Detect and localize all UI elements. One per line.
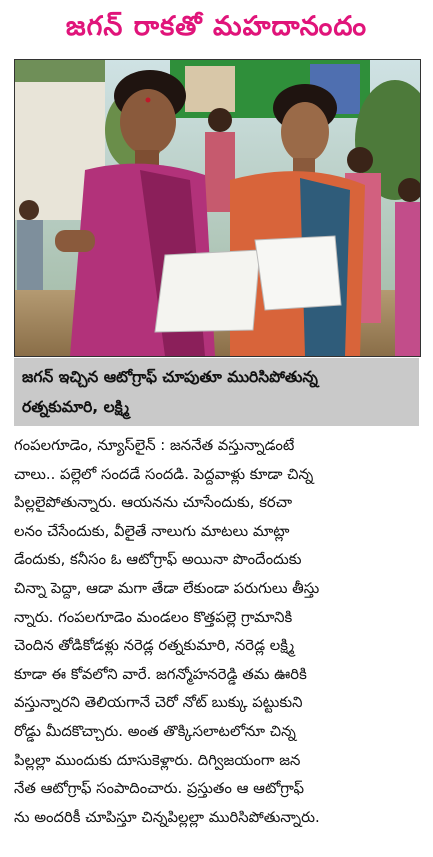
background-banner <box>170 60 370 118</box>
photo-caption <box>14 358 419 426</box>
article-line: చెందిన తోడికోడళ్లు నరెడ్ల రత్నకుమారి, నరెడ్ల లక్ష్మి <box>14 637 295 655</box>
caption-line-1: జగన్ ఇచ్చిన ఆటోగ్రాఫ్ చూపుతూ మురిసిపోతున్న <box>22 368 318 386</box>
news-photo <box>14 59 421 357</box>
article-line: చిన్నా పెద్దా, ఆడా మగా తేడా లేకుండా పరుగులు తీస్తు <box>14 579 320 597</box>
photo-illustration <box>15 60 420 356</box>
caption-line-2: రత్నకుమారి, లక్ష్మి <box>22 398 130 416</box>
article-line: డేందుకు, కనీసం ఓ ఆటోగ్రాఫ్ అయినా పొందేందుకు <box>14 551 302 569</box>
article-line: నేత ఆటోగ్రాఫ్ సంపాదించారు. ప్రస్తుతం ఆ ఆటోగ్రాఫ్ <box>14 780 304 798</box>
article-line: గంపలగూడెం, న్యూస్‌లైన్ : జననేత వస్తున్నాడంటే <box>14 437 295 454</box>
headline: జగన్ రాకతో మహదానందం <box>65 11 368 42</box>
article-line: పిల్లల్లా ముందుకు దూసుకెళ్లారు. దిగ్విజయంగా జన <box>14 751 301 769</box>
article-body <box>14 432 419 852</box>
article-line: కూడా ఈ కోవలోని వారే. జగన్మోహనరెడ్డి తమ ఊరికి <box>14 665 307 683</box>
article-line: లనం చేసేందుకు, వీలైతే నాలుగు మాటలు మాట్లా <box>14 522 290 540</box>
article-line: పిల్లలైపోతున్నారు. ఆయనను చూసేందుకు, కరచా <box>14 494 293 512</box>
article-line: వస్తున్నారని తెలియగానే చెరో నోట్ బుక్కు పట్టుకుని <box>14 694 303 712</box>
article-line: రోడ్డు మీదకొచ్చారు. అంత తొక్కిసలాటలోనూ చిన్న <box>14 722 296 740</box>
article-line: చాలు.. పల్లెలో సందడే సందడి. పెద్దవాళ్లు కూడా చిన్న <box>14 465 314 483</box>
article-line: ను అందరికీ చూపిస్తూ చిన్నపిల్లల్లా మురిసిపోతున్నారు. <box>14 808 320 826</box>
article-line: న్నారు. గంపలగూడెం మండలం కొత్తపల్లె గ్రామానికి <box>14 608 293 626</box>
